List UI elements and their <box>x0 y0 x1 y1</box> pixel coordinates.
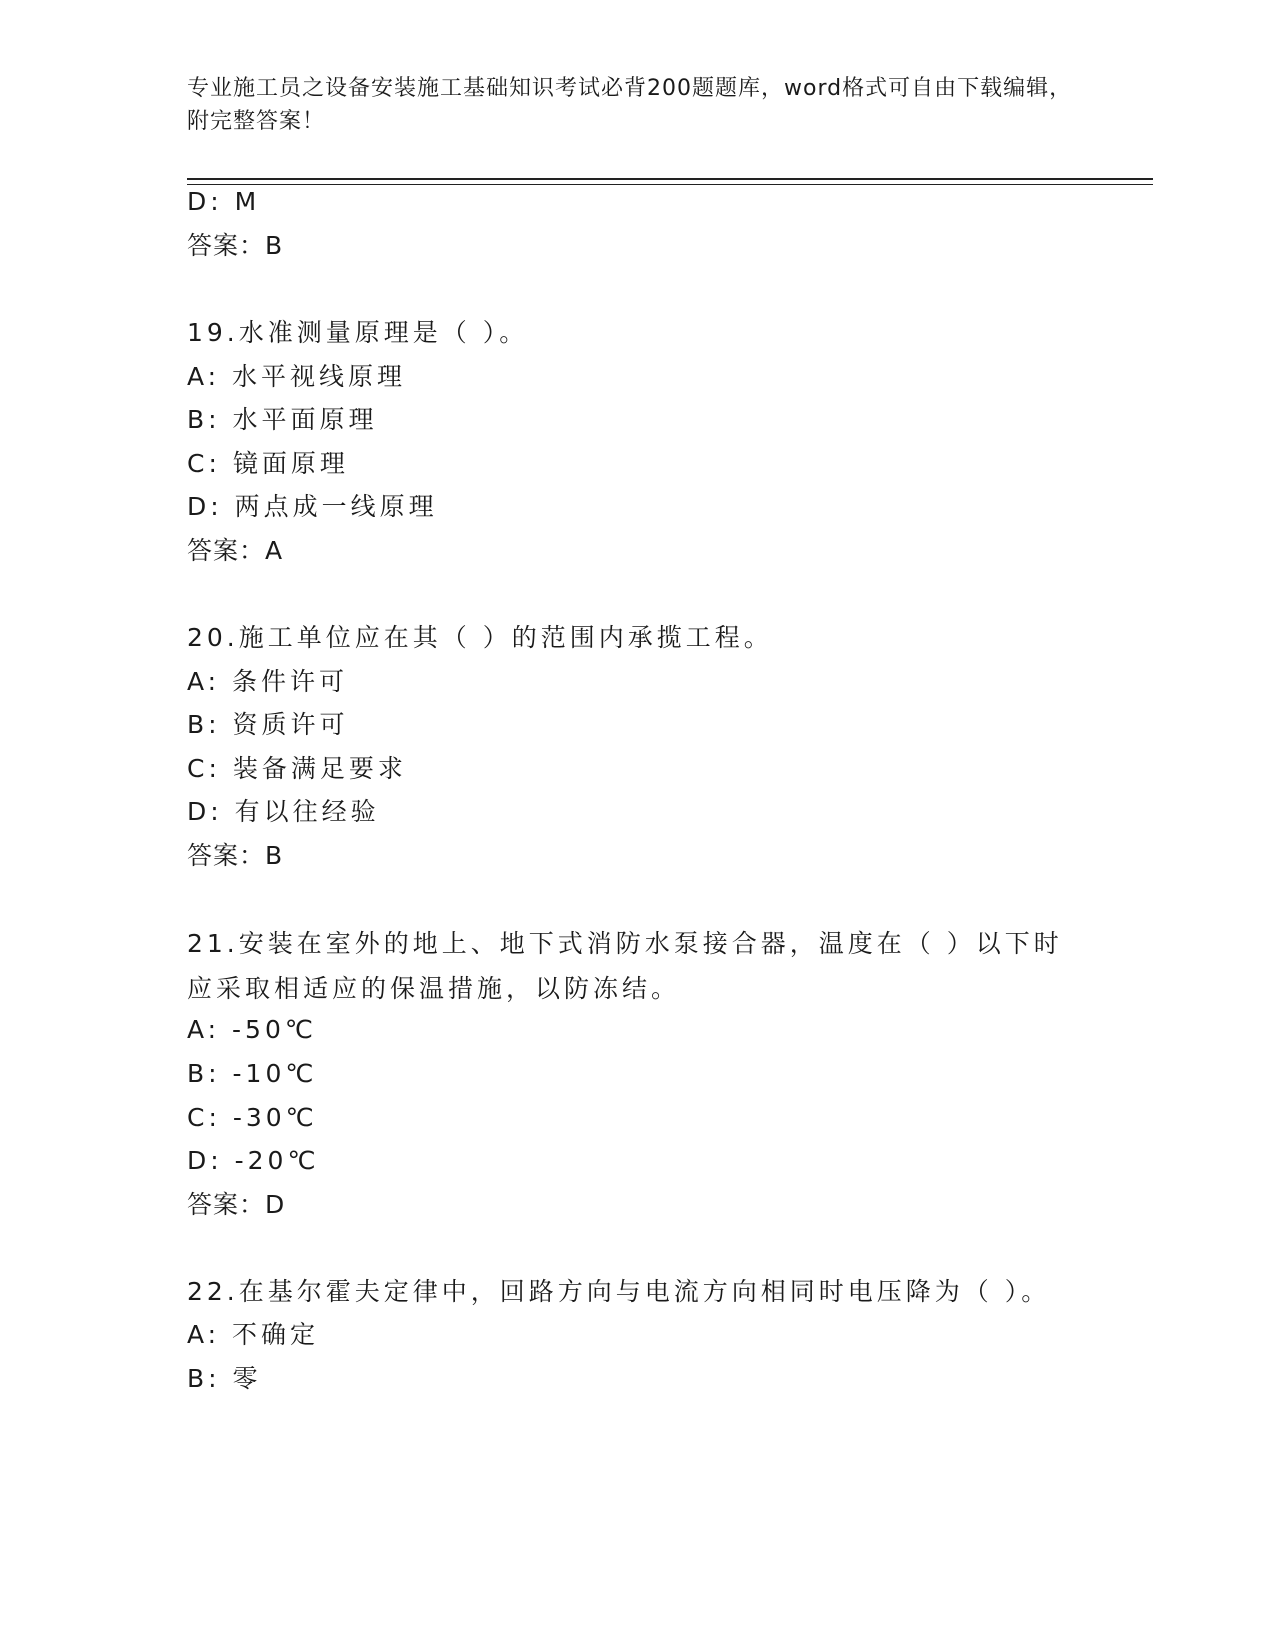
q19-option-d: D: 两点成一线原理 <box>187 492 438 521</box>
q20-option-d: D: 有以往经验 <box>187 797 380 826</box>
q22-option-a: A: 不确定 <box>187 1320 320 1349</box>
q22-option-b: B: 零 <box>187 1364 262 1393</box>
header-divider-thin <box>187 184 1153 185</box>
prev-option-d: D: M <box>187 187 261 216</box>
q20-option-c: C: 装备满足要求 <box>187 754 407 783</box>
q21-option-b: B: -10℃ <box>187 1059 318 1088</box>
q21-option-a: A: -50℃ <box>187 1015 317 1044</box>
q20-option-a: A: 条件许可 <box>187 667 349 696</box>
q20-option-b: B: 资质许可 <box>187 710 349 739</box>
q21-stem: 21.安装在室外的地上、地下式消防水泵接合器，温度在（ ）以下时应采取相适应的保温措施，以防冻结。 <box>187 929 1063 1003</box>
header-divider-thick <box>187 178 1153 180</box>
q21-option-d: D: -20℃ <box>187 1146 320 1175</box>
prev-answer: 答案：B <box>187 231 284 260</box>
q21-answer: 答案：D <box>187 1190 286 1219</box>
q20-answer: 答案：B <box>187 841 284 870</box>
q19-option-c: C: 镜面原理 <box>187 449 349 478</box>
q19-option-b: B: 水平面原理 <box>187 405 378 434</box>
q19-answer: 答案：A <box>187 536 284 565</box>
q19-option-a: A: 水平视线原理 <box>187 362 407 391</box>
document-header: 专业施工员之设备安装施工基础知识考试必背200题题库，word格式可自由下载编辑，附完整答案！ <box>187 76 1073 134</box>
q20-stem: 20.施工单位应在其（ ）的范围内承揽工程。 <box>187 623 773 652</box>
q19-stem: 19.水准测量原理是（ ）。 <box>187 318 529 347</box>
q22-stem: 22.在基尔霍夫定律中，回路方向与电流方向相同时电压降为（ ）。 <box>187 1277 1051 1306</box>
q21-option-c: C: -30℃ <box>187 1103 318 1132</box>
